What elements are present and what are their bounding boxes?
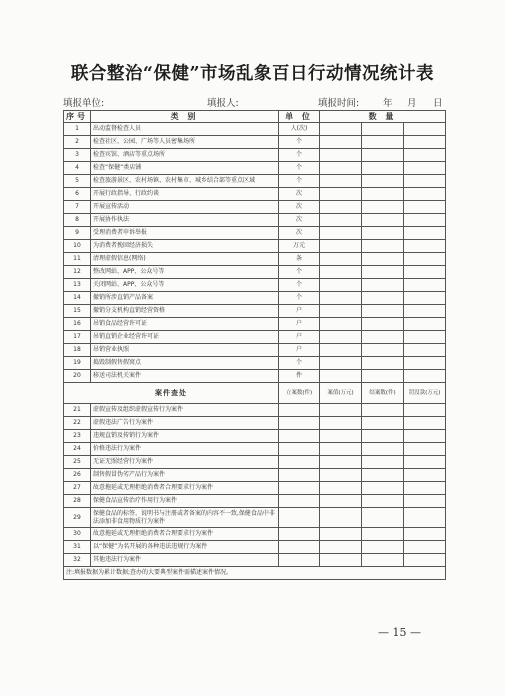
case-value-cell[interactable] bbox=[279, 404, 320, 417]
row-unit: 户 bbox=[279, 318, 320, 331]
case-value-cell[interactable] bbox=[279, 482, 320, 495]
quantity-cell[interactable] bbox=[320, 279, 362, 292]
row-unit: 次 bbox=[279, 188, 320, 201]
quantity-cell[interactable] bbox=[320, 357, 362, 370]
case-value-cell[interactable] bbox=[320, 430, 362, 443]
table-row bbox=[64, 370, 446, 383]
quantity-cell[interactable] bbox=[404, 357, 446, 370]
row-category: 清理虚假信息(网络) bbox=[91, 253, 279, 266]
row-number: 3 bbox=[64, 149, 91, 162]
row-category: 吊销食品经营许可证 bbox=[91, 318, 279, 331]
table-note: 注:填报数据为累计数据;查办的大要典型案件需描述案件情况。 bbox=[64, 567, 446, 580]
row-case-type: 违规直销及传销行为案件 bbox=[91, 430, 279, 443]
quantity-cell[interactable] bbox=[404, 266, 446, 279]
row-number: 25 bbox=[64, 456, 91, 469]
col-value-header: 案值(万元) bbox=[320, 383, 362, 404]
row-category: 整改网站、APP、公众号等 bbox=[91, 266, 279, 279]
case-value-cell[interactable] bbox=[279, 495, 320, 508]
quantity-cell[interactable] bbox=[320, 344, 362, 357]
case-value-cell[interactable] bbox=[404, 482, 446, 495]
quantity-cell[interactable] bbox=[404, 123, 446, 136]
row-category: 开展行政指导、行政约谈 bbox=[91, 188, 279, 201]
quantity-cell[interactable] bbox=[320, 162, 362, 175]
row-unit: 个 bbox=[279, 162, 320, 175]
case-section-header-row bbox=[64, 383, 446, 404]
case-value-cell[interactable] bbox=[320, 528, 362, 541]
row-category: 受理消费者申诉举报 bbox=[91, 227, 279, 240]
quantity-cell[interactable] bbox=[362, 188, 404, 201]
table-row bbox=[64, 528, 446, 541]
row-number: 16 bbox=[64, 318, 91, 331]
case-value-cell[interactable] bbox=[362, 495, 404, 508]
case-value-cell[interactable] bbox=[362, 554, 404, 567]
table-row bbox=[64, 279, 446, 292]
quantity-cell[interactable] bbox=[362, 279, 404, 292]
case-value-cell[interactable] bbox=[404, 430, 446, 443]
table-row bbox=[64, 404, 446, 417]
row-unit: 件 bbox=[279, 370, 320, 383]
row-number: 20 bbox=[64, 370, 91, 383]
case-value-cell[interactable] bbox=[279, 456, 320, 469]
table-row bbox=[64, 318, 446, 331]
row-number: 2 bbox=[64, 136, 91, 149]
row-unit: 个 bbox=[279, 279, 320, 292]
table-row bbox=[64, 305, 446, 318]
quantity-cell[interactable] bbox=[362, 292, 404, 305]
quantity-cell[interactable] bbox=[404, 175, 446, 188]
quantity-cell[interactable] bbox=[362, 175, 404, 188]
row-case-type: 制售假冒伪劣产品行为案件 bbox=[91, 469, 279, 482]
row-case-type: 无证无照经营行为案件 bbox=[91, 456, 279, 469]
row-number: 12 bbox=[64, 266, 91, 279]
case-value-cell[interactable] bbox=[279, 430, 320, 443]
quantity-cell[interactable] bbox=[362, 370, 404, 383]
row-number: 23 bbox=[64, 430, 91, 443]
quantity-cell[interactable] bbox=[404, 253, 446, 266]
table-row bbox=[64, 495, 446, 508]
table-row bbox=[64, 541, 446, 554]
quantity-cell[interactable] bbox=[320, 149, 362, 162]
quantity-cell[interactable] bbox=[320, 253, 362, 266]
quantity-cell[interactable] bbox=[362, 227, 404, 240]
year-label: 年 bbox=[383, 98, 393, 109]
row-unit: 个 bbox=[279, 175, 320, 188]
day-label: 日 bbox=[433, 98, 443, 109]
case-value-cell[interactable] bbox=[362, 528, 404, 541]
quantity-cell[interactable] bbox=[320, 188, 362, 201]
quantity-cell[interactable] bbox=[320, 123, 362, 136]
quantity-cell[interactable] bbox=[404, 149, 446, 162]
quantity-cell[interactable] bbox=[320, 175, 362, 188]
row-unit: 条 bbox=[279, 253, 320, 266]
case-value-cell[interactable] bbox=[320, 554, 362, 567]
row-number: 5 bbox=[64, 175, 91, 188]
case-value-cell[interactable] bbox=[320, 443, 362, 456]
quantity-cell[interactable] bbox=[362, 123, 404, 136]
quantity-cell[interactable] bbox=[362, 162, 404, 175]
row-number: 8 bbox=[64, 214, 91, 227]
case-value-cell[interactable] bbox=[279, 541, 320, 554]
quantity-cell[interactable] bbox=[404, 240, 446, 253]
row-unit: 户 bbox=[279, 331, 320, 344]
case-value-cell[interactable] bbox=[362, 508, 404, 528]
row-category: 检查旅游景区、农村场镇、农村集市、城乡结合部等重点区域 bbox=[91, 175, 279, 188]
header-category: 类 别 bbox=[91, 111, 279, 123]
row-number: 7 bbox=[64, 201, 91, 214]
case-value-cell[interactable] bbox=[404, 541, 446, 554]
quantity-cell[interactable] bbox=[404, 188, 446, 201]
quantity-cell[interactable] bbox=[404, 214, 446, 227]
table-row bbox=[64, 482, 446, 495]
case-section-title: 案件查处 bbox=[64, 383, 279, 404]
row-category: 关闭网站、APP、公众号等 bbox=[91, 279, 279, 292]
case-value-cell[interactable] bbox=[404, 554, 446, 567]
case-value-cell[interactable] bbox=[279, 528, 320, 541]
table-row bbox=[64, 227, 446, 240]
quantity-cell[interactable] bbox=[320, 136, 362, 149]
case-value-cell[interactable] bbox=[362, 417, 404, 430]
table-header-row bbox=[64, 111, 446, 123]
table-row bbox=[64, 469, 446, 482]
table-body-case-types bbox=[64, 404, 446, 567]
row-number: 11 bbox=[64, 253, 91, 266]
table-row bbox=[64, 344, 446, 357]
row-unit: 个 bbox=[279, 292, 320, 305]
row-unit: 次 bbox=[279, 214, 320, 227]
row-category: 检查宾馆、酒店等重点场所 bbox=[91, 149, 279, 162]
quantity-cell[interactable] bbox=[320, 201, 362, 214]
quantity-cell[interactable] bbox=[320, 331, 362, 344]
row-number: 4 bbox=[64, 162, 91, 175]
row-unit: 个 bbox=[279, 357, 320, 370]
table-row bbox=[64, 266, 446, 279]
case-value-cell[interactable] bbox=[320, 508, 362, 528]
row-number: 26 bbox=[64, 469, 91, 482]
col-cases-header: 立案数(件) bbox=[279, 383, 320, 404]
case-value-cell[interactable] bbox=[362, 482, 404, 495]
quantity-cell[interactable] bbox=[362, 214, 404, 227]
row-number: 21 bbox=[64, 404, 91, 417]
row-category: 开展协作执法 bbox=[91, 214, 279, 227]
row-number: 30 bbox=[64, 528, 91, 541]
header-unit: 单 位 bbox=[279, 111, 320, 123]
row-unit: 个 bbox=[279, 149, 320, 162]
row-number: 32 bbox=[64, 554, 91, 567]
case-value-cell[interactable] bbox=[362, 430, 404, 443]
row-number: 9 bbox=[64, 227, 91, 240]
row-case-type: 故意拖延或无理拒绝消费者合理要求行为案件 bbox=[91, 528, 279, 541]
quantity-cell[interactable] bbox=[320, 240, 362, 253]
fill-unit-label: 填报单位: bbox=[63, 98, 105, 109]
case-value-cell[interactable] bbox=[404, 508, 446, 528]
case-value-cell[interactable] bbox=[320, 541, 362, 554]
row-case-type: 价格违法行为案件 bbox=[91, 443, 279, 456]
row-number: 6 bbox=[64, 188, 91, 201]
row-category: 捣毁制假售假窝点 bbox=[91, 357, 279, 370]
quantity-cell[interactable] bbox=[404, 162, 446, 175]
table-row bbox=[64, 214, 446, 227]
case-value-cell[interactable] bbox=[362, 541, 404, 554]
table-row bbox=[64, 240, 446, 253]
table-row bbox=[64, 508, 446, 528]
month-label: 月 bbox=[407, 98, 417, 109]
row-category: 为消费者挽回经济损失 bbox=[91, 240, 279, 253]
quantity-cell[interactable] bbox=[404, 227, 446, 240]
table-row bbox=[64, 292, 446, 305]
quantity-cell[interactable] bbox=[362, 344, 404, 357]
row-number: 22 bbox=[64, 417, 91, 430]
quantity-cell[interactable] bbox=[362, 318, 404, 331]
table-row bbox=[64, 188, 446, 201]
case-value-cell[interactable] bbox=[404, 528, 446, 541]
quantity-cell[interactable] bbox=[404, 279, 446, 292]
row-unit: 个 bbox=[279, 266, 320, 279]
row-number: 18 bbox=[64, 344, 91, 357]
case-value-cell[interactable] bbox=[279, 417, 320, 430]
quantity-cell[interactable] bbox=[404, 305, 446, 318]
row-category: 撤销分支机构直销经营资格 bbox=[91, 305, 279, 318]
row-unit: 万元 bbox=[279, 240, 320, 253]
quantity-cell[interactable] bbox=[320, 370, 362, 383]
case-value-cell[interactable] bbox=[404, 456, 446, 469]
quantity-cell[interactable] bbox=[362, 357, 404, 370]
quantity-cell[interactable] bbox=[362, 266, 404, 279]
row-number: 15 bbox=[64, 305, 91, 318]
table-row bbox=[64, 201, 446, 214]
row-unit: 次 bbox=[279, 201, 320, 214]
quantity-cell[interactable] bbox=[404, 344, 446, 357]
case-value-cell[interactable] bbox=[279, 508, 320, 528]
case-value-cell[interactable] bbox=[320, 456, 362, 469]
row-number: 14 bbox=[64, 292, 91, 305]
table-row bbox=[64, 136, 446, 149]
case-value-cell[interactable] bbox=[320, 482, 362, 495]
case-value-cell[interactable] bbox=[320, 469, 362, 482]
row-number: 1 bbox=[64, 123, 91, 136]
row-number: 27 bbox=[64, 482, 91, 495]
fill-time-label: 填报时间: bbox=[318, 98, 360, 109]
case-value-cell[interactable] bbox=[404, 443, 446, 456]
table-body-cases bbox=[64, 383, 446, 404]
quantity-cell[interactable] bbox=[362, 201, 404, 214]
row-case-type: 虚假违法广告行为案件 bbox=[91, 417, 279, 430]
quantity-cell[interactable] bbox=[362, 240, 404, 253]
col-fine-header: 罚没款(万元) bbox=[404, 383, 446, 404]
note-row bbox=[64, 567, 446, 580]
row-case-type: 保健食品宣传治疗作用行为案件 bbox=[91, 495, 279, 508]
case-value-cell[interactable] bbox=[362, 443, 404, 456]
table-body-activities bbox=[64, 123, 446, 383]
row-category: 吊销直销企业经营许可证 bbox=[91, 331, 279, 344]
table-row bbox=[64, 456, 446, 469]
table-row bbox=[64, 149, 446, 162]
table-row bbox=[64, 253, 446, 266]
quantity-cell[interactable] bbox=[404, 292, 446, 305]
case-value-cell[interactable] bbox=[320, 495, 362, 508]
row-category: 开展宣传活动 bbox=[91, 201, 279, 214]
row-number: 13 bbox=[64, 279, 91, 292]
row-category: 检查“保健”类店铺 bbox=[91, 162, 279, 175]
row-unit: 人(次) bbox=[279, 123, 320, 136]
row-case-type: 保健食品的标签、说明书与注册或者备案的内容不一致,保健食品中非法添加非食用物质行为案件 bbox=[91, 508, 279, 528]
page-number: — 15 — bbox=[378, 626, 421, 639]
case-value-cell[interactable] bbox=[279, 469, 320, 482]
case-value-cell[interactable] bbox=[404, 495, 446, 508]
row-category: 撤销所涉直销产品备案 bbox=[91, 292, 279, 305]
quantity-cell[interactable] bbox=[320, 305, 362, 318]
row-unit: 户 bbox=[279, 344, 320, 357]
row-number: 29 bbox=[64, 508, 91, 528]
case-value-cell[interactable] bbox=[362, 456, 404, 469]
row-case-type: 其他违法行为案件 bbox=[91, 554, 279, 567]
row-case-type: 以“保健”为名开展的各种违法违规行为案件 bbox=[91, 541, 279, 554]
case-value-cell[interactable] bbox=[404, 469, 446, 482]
quantity-cell[interactable] bbox=[320, 214, 362, 227]
table-row bbox=[64, 554, 446, 567]
case-value-cell[interactable] bbox=[320, 404, 362, 417]
row-unit: 个 bbox=[279, 136, 320, 149]
table-row bbox=[64, 417, 446, 430]
row-number: 17 bbox=[64, 331, 91, 344]
row-category: 吊销营业执照 bbox=[91, 344, 279, 357]
table-row bbox=[64, 331, 446, 344]
quantity-cell[interactable] bbox=[362, 136, 404, 149]
row-case-type: 故意拖延或无理拒绝消费者合理要求行为案件 bbox=[91, 482, 279, 495]
quantity-cell[interactable] bbox=[362, 305, 404, 318]
quantity-cell[interactable] bbox=[362, 331, 404, 344]
case-value-cell[interactable] bbox=[279, 554, 320, 567]
fill-person-label: 填报人: bbox=[207, 98, 239, 109]
table-row bbox=[64, 430, 446, 443]
row-number: 19 bbox=[64, 357, 91, 370]
row-case-type: 虚假宣传及组织虚假宣传行为案件 bbox=[91, 404, 279, 417]
quantity-cell[interactable] bbox=[404, 201, 446, 214]
quantity-cell[interactable] bbox=[320, 266, 362, 279]
table-row bbox=[64, 162, 446, 175]
quantity-cell[interactable] bbox=[404, 331, 446, 344]
row-category: 出动监督检查人员 bbox=[91, 123, 279, 136]
row-number: 24 bbox=[64, 443, 91, 456]
table-row bbox=[64, 123, 446, 136]
statistics-table bbox=[63, 110, 446, 580]
row-unit: 户 bbox=[279, 305, 320, 318]
quantity-cell[interactable] bbox=[320, 318, 362, 331]
quantity-cell[interactable] bbox=[362, 149, 404, 162]
document-title: 联合整治“保健”市场乱象百日行动情况统计表 bbox=[70, 64, 435, 84]
case-value-cell[interactable] bbox=[362, 404, 404, 417]
row-category: 检查社区、公园、广场等人员密集场所 bbox=[91, 136, 279, 149]
col-closed-header: 结案数(件) bbox=[362, 383, 404, 404]
quantity-cell[interactable] bbox=[320, 292, 362, 305]
case-value-cell[interactable] bbox=[279, 443, 320, 456]
quantity-cell[interactable] bbox=[320, 227, 362, 240]
quantity-cell[interactable] bbox=[362, 253, 404, 266]
case-value-cell[interactable] bbox=[320, 417, 362, 430]
case-value-cell[interactable] bbox=[362, 469, 404, 482]
table-row bbox=[64, 175, 446, 188]
case-value-cell[interactable] bbox=[404, 404, 446, 417]
row-number: 10 bbox=[64, 240, 91, 253]
row-unit: 次 bbox=[279, 227, 320, 240]
row-number: 31 bbox=[64, 541, 91, 554]
case-value-cell[interactable] bbox=[404, 417, 446, 430]
row-number: 28 bbox=[64, 495, 91, 508]
table-row bbox=[64, 443, 446, 456]
table-row bbox=[64, 357, 446, 370]
header-seq: 序号 bbox=[64, 111, 91, 123]
quantity-cell[interactable] bbox=[404, 318, 446, 331]
header-quantity: 数 量 bbox=[320, 111, 446, 123]
row-category: 移送司法机关案件 bbox=[91, 370, 279, 383]
quantity-cell[interactable] bbox=[404, 136, 446, 149]
quantity-cell[interactable] bbox=[404, 370, 446, 383]
